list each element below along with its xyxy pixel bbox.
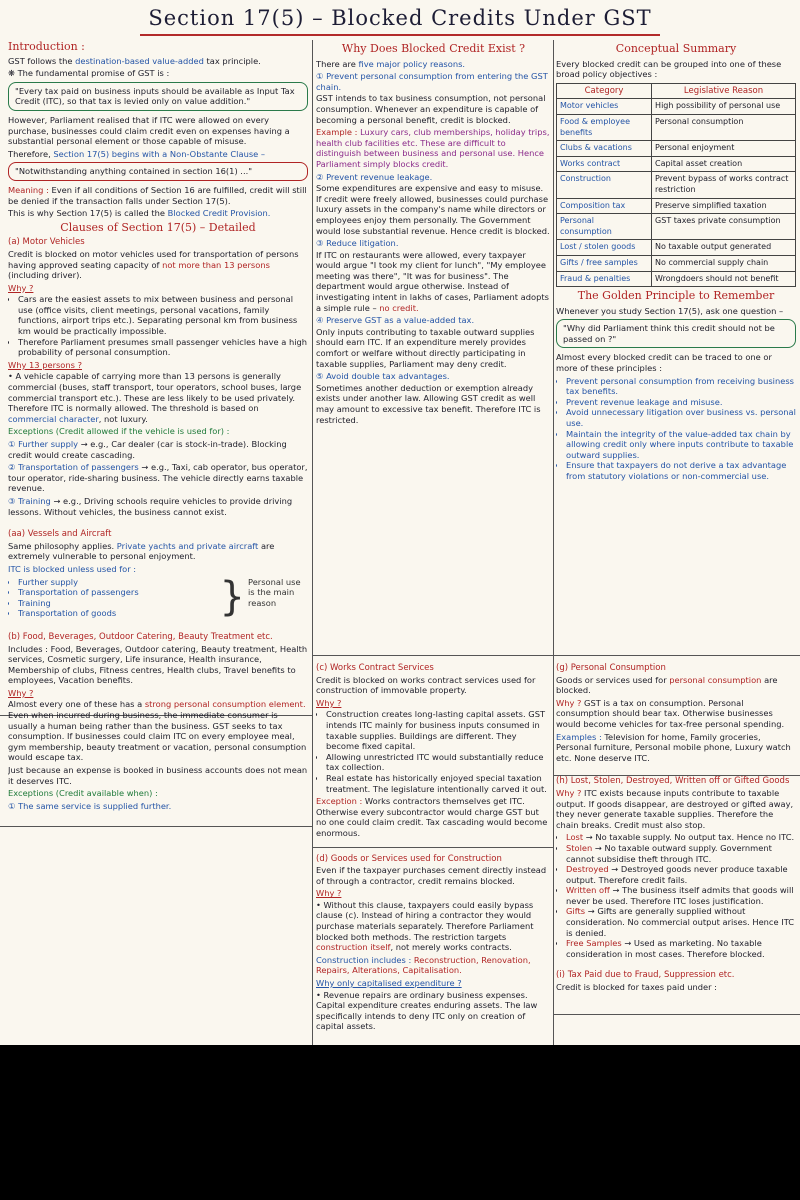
clause-d-includes xyxy=(316,955,551,976)
summary-reason-cell: No taxable output generated xyxy=(652,240,796,256)
example-label: Example : xyxy=(316,127,358,138)
clause-d-why-cap-label: Why only capitalised expenditure ? xyxy=(316,978,462,989)
clause-aa-item: • Transportation of passengers xyxy=(18,587,220,598)
clause-g-p1 xyxy=(556,675,796,696)
clause-c-list xyxy=(316,709,551,794)
clause-h-item xyxy=(566,832,796,843)
summary-row xyxy=(557,240,796,256)
intro-p1-pre: GST follows the xyxy=(8,55,76,66)
clause-a-why13-em: commercial character xyxy=(8,413,99,424)
clause-h-item xyxy=(566,864,796,885)
reason-3-title: ③ Reduce litigation. xyxy=(316,238,399,249)
clause-aa-itc-label: ITC is blocked unless used for : xyxy=(8,563,137,574)
clause-h-item xyxy=(566,885,796,906)
intro-p2: ❋ The fundamental promise of GST is : xyxy=(8,68,170,79)
clause-a-why13-pre: A vehicle capable of carrying more than 13 persons is generally commercial (buses, staff transport, tour operators, school buses, large commercial transport etc.). These are less likely to be used privately. Therefore ITC is normally allowed. The threshold is based on xyxy=(8,371,302,414)
intro-p5-em: Blocked Credit Provision. xyxy=(167,208,271,219)
clause-b-why-post: Even when incurred during business, the immediate consumer is usually a human being rather than the business. GST seeks to tax consumption. If businesses could claim ITC on every employee meal, gym membership, beauty treatment or vacation, personal consumption would escape tax. xyxy=(8,710,307,763)
meaning-text: Even if all conditions of Section 16 are fulfilled, credit will still be denied if the transaction falls under Section 17(5). xyxy=(8,184,307,206)
clause-c-exception xyxy=(316,796,551,838)
summary-row xyxy=(557,172,796,198)
clause-a-why-list xyxy=(8,294,308,358)
intro-quote2-box: "Notwithstanding anything contained in section 16(1) ..." xyxy=(8,162,308,181)
examples-text: Television for home, Family groceries, Personal furniture, Personal mobile phone, Luxury watch etc. None deserve ITC. xyxy=(556,731,791,763)
summary-reason-cell: Capital asset creation xyxy=(652,156,796,172)
left-column xyxy=(8,40,308,1040)
clause-a-why-item: • Therefore Parliament presumes small passenger vehicles have a high probability of personal consumption. xyxy=(18,337,308,358)
reason-3-text xyxy=(316,250,551,314)
inc-text: Reconstruction, Renovation, Repairs, Alterations, Capitalisation. xyxy=(316,954,531,976)
clause-a-exceptions-label xyxy=(8,426,308,437)
right-column xyxy=(556,40,796,655)
reason-3-body: If ITC on restaurants were allowed, every taxpayer would argue "I took my client for lunch", "My employee meeting was there", "It was for business". The department would argue otherwise. Instead of investigating intent in lakhs of cases, Parliament adopts a simple rule – xyxy=(316,249,549,313)
reason-4-title: ④ Preserve GST as a value-added tax. xyxy=(316,315,475,326)
intro-quote-box: "Every tax paid on business inputs should be available as Input Tax Credit (ITC), so that tax is levied only on value addition." xyxy=(8,82,308,111)
item-term: Lost xyxy=(566,832,584,843)
clause-b-why-pre: Almost every one of these has a xyxy=(8,699,145,710)
summary-intro: Every blocked credit can be grouped into one of these broad policy objectives : xyxy=(556,58,782,80)
item-term: Free Samples xyxy=(566,938,622,949)
clause-c-item: • Allowing unrestricted ITC would substantially reduce tax collection. xyxy=(326,752,551,773)
clause-aa-p1-pre: Same philosophy applies. xyxy=(8,540,117,551)
meaning-label: Meaning : xyxy=(8,184,49,195)
summary-row xyxy=(557,99,796,115)
clause-h-item xyxy=(566,938,796,959)
clause-b-exc-label xyxy=(8,788,308,799)
clause-a-p1-pre: Credit is blocked on motor vehicles used for transportation of persons having approved seating capacity of xyxy=(8,248,299,270)
clause-a-why13: • A vehicle capable of carrying more than 13 persons is generally commercial (buses, staff transport, tour operators, school buses, large commercial transport etc.). These are less likely to be used privately. Therefore ITC is normally allowed. The threshold is based on commercial character, not luxury. xyxy=(8,371,302,424)
item-term: Written off xyxy=(566,885,610,896)
clause-aa-list-wrap xyxy=(8,573,308,621)
golden-item: • Ensure that taxpayers do not derive a tax advantage from statutory violations or non-commercial use. xyxy=(566,460,796,481)
exc-label: Exceptions xyxy=(8,426,54,437)
exc-text: Works contractors themselves get ITC. Otherwise every subcontractor would charge GST but no one could claim credit. Tax cascading would become enormous. xyxy=(316,796,548,838)
exc-note: (Credit allowed if the vehicle is used for) : xyxy=(53,426,230,437)
summary-category-cell: Works contract xyxy=(557,156,652,172)
summary-row xyxy=(557,141,796,157)
clause-d-why-post: , not merely works contracts. xyxy=(390,942,512,953)
summary-col-category: Category xyxy=(557,83,652,99)
item-text: → The business itself admits that goods will never be used. Therefore ITC loses justification. xyxy=(566,885,794,906)
clause-aa-item: • Transportation of goods xyxy=(18,608,220,619)
summary-col-reason: Legislative Reason xyxy=(652,83,796,99)
clause-d-title: (d) Goods or Services used for Construction xyxy=(316,853,502,864)
golden-heading: The Golden Principle to Remember xyxy=(577,289,775,303)
summary-row xyxy=(557,255,796,271)
clause-a-why-item: • Cars are the easiest assets to mix between business and personal use (office visits, client meetings, personal vacations, family functions, airport trips etc.). Separating personal km from business km would be practically impossible. xyxy=(18,294,308,336)
clause-c-p1: Credit is blocked on works contract services used for construction of immovable property. xyxy=(316,674,536,696)
example-text: Luxury cars, club memberships, holiday trips, health club facilities etc. These are difficult to distinguish between business and personal use. Hence Parliament simply blocks credit. xyxy=(316,127,550,169)
clause-g-p1-pre: Goods or services used for xyxy=(556,674,670,685)
golden-quote-box: "Why did Parliament think this credit should not be passed on ?" xyxy=(556,319,796,348)
clause-a-p1-post: (including driver). xyxy=(8,270,82,281)
exception-text: → e.g., Car dealer (car is stock-in-trade). Blocking credit would create cascading. xyxy=(8,439,287,460)
summary-reason-cell: Prevent bypass of works contract restriction xyxy=(652,172,796,198)
why-text: ITC exists because inputs contribute to taxable output. If goods disappear, are destroyed or gifted away, they never generate taxable supplies. Therefore the chain breaks. Credit must also stop. xyxy=(556,787,794,830)
item-term: Gifts xyxy=(566,906,586,917)
summary-reason-cell: No commercial supply chain xyxy=(652,255,796,271)
middle-lower-column xyxy=(316,660,551,1042)
intro-p4-em: Section 17(5) begins with a Non-Obstante Clause – xyxy=(53,148,266,159)
golden-list xyxy=(556,376,796,482)
summary-table-body xyxy=(557,99,796,287)
golden-p2: Almost every blocked credit can be traced to one or more of these principles : xyxy=(556,352,772,374)
column-divider-1 xyxy=(312,40,313,1045)
item-text: → No taxable outward supply. Government cannot subsidise theft through ITC. xyxy=(566,842,772,864)
summary-row xyxy=(557,214,796,240)
clause-aa-p1-post: are extremely vulnerable to personal enjoyment. xyxy=(8,540,275,562)
clause-b-exc1: ① The same service is supplied further. xyxy=(8,800,172,811)
intro-p1-em: destination-based value-added xyxy=(75,55,204,66)
clause-d-why-pre: Without this clause, taxpayers could easily bypass clause (c). Instead of hiring a contractor they would purchase materials separately. Therefore Parliament blocked both methods. The restriction targets xyxy=(316,899,534,942)
intro-p4 xyxy=(8,149,308,160)
clause-h-item xyxy=(566,906,796,938)
column-divider-2 xyxy=(553,40,554,1045)
clause-aa-item: • Training xyxy=(18,598,220,609)
summary-row xyxy=(557,198,796,214)
summary-category-cell: Clubs & vacations xyxy=(557,141,652,157)
why-label: Why ? xyxy=(556,697,582,708)
exc-label: Exception : xyxy=(316,796,363,807)
item-text: → Gifts are generally supplied without consideration. No commercial output arises. Hence ITC is denied. xyxy=(566,906,795,938)
golden-item: • Avoid unnecessary litigation over business vs. personal use. xyxy=(566,407,796,428)
summary-reason-cell: Preserve simplified taxation xyxy=(652,198,796,214)
exc-label: Exceptions xyxy=(8,788,54,799)
summary-category-cell: Motor vehicles xyxy=(557,99,652,115)
item-text: → Used as marketing. No taxable consideration in most cases. Therefore blocked. xyxy=(566,938,765,959)
intro-p5-pre: This is why Section 17(5) is called the xyxy=(8,208,168,219)
clause-g-examples xyxy=(556,732,796,764)
clause-h-why xyxy=(556,788,796,830)
clause-b-why-label: Why ? xyxy=(8,687,34,698)
why-intro-em: five major policy reasons. xyxy=(358,58,466,69)
intro-p1-post: tax principle. xyxy=(203,55,261,66)
clause-d-why-cap: • Revenue repairs are ordinary business expenses. Capital expenditure creates enduring assets. The law specifically intends to deny ITC only on creation of capital assets. xyxy=(316,989,538,1032)
golden-intro: Whenever you study Section 17(5), ask one question – xyxy=(556,305,784,316)
intro-meaning xyxy=(8,185,308,206)
clause-aa-side-note: Personal use is the main reason xyxy=(248,576,301,608)
clause-a-p1-em: not more than 13 persons xyxy=(162,259,270,270)
clause-a-p1 xyxy=(8,249,308,281)
clause-aa-p1-em: Private yachts and private aircraft xyxy=(116,540,259,551)
summary-category-cell: Construction xyxy=(557,172,652,198)
summary-category-cell: Composition tax xyxy=(557,198,652,214)
reason-1-text: GST intends to tax business consumption, not personal consumption. Whenever an expenditure is capable of becoming a personal benefit, credit is blocked. xyxy=(316,93,546,125)
clause-i-title: (i) Tax Paid due to Fraud, Suppression etc. xyxy=(556,970,735,981)
summary-category-cell: Food & employee benefits xyxy=(557,114,652,140)
clause-aa-title: (aa) Vessels and Aircraft xyxy=(8,529,112,540)
why-block-intro xyxy=(316,59,551,70)
reason-2-text: Some expenditures are expensive and easy to misuse. If credit were freely allowed, businesses could purchase luxury assets in the company's name while directors or employees enjoy them personally. The Government would lose substantial revenue. Hence credit is blocked. xyxy=(316,183,550,236)
clause-a-why-label: Why ? xyxy=(8,282,34,293)
why-text: GST is a tax on consumption. Personal consumption should bear tax. Otherwise businesses would become vehicles for tax-free personal spending. xyxy=(556,697,785,729)
examples-label: Examples : xyxy=(556,731,602,742)
clause-a-exception xyxy=(8,496,308,517)
summary-category-cell: Gifts / free samples xyxy=(557,255,652,271)
summary-category-cell: Personal consumption xyxy=(557,214,652,240)
summary-heading: Conceptual Summary xyxy=(615,42,737,55)
intro-p5 xyxy=(8,208,308,219)
intro-p3: However, Parliament realised that if ITC were allowed on every purchase, businesses could claim credit even on expenses having a substantial personal element or those capable of misuse. xyxy=(8,114,290,147)
item-text: → Destroyed goods never produce taxable output. Therefore credit fails. xyxy=(566,864,788,885)
clause-g-title: (g) Personal Consumption xyxy=(556,663,666,673)
why-label: Why ? xyxy=(556,787,582,798)
clause-b-why xyxy=(8,699,308,763)
clause-aa-p1 xyxy=(8,541,308,562)
clause-d-p1: Even if the taxpayer purchases cement directly instead of through a contractor, credit remains blocked. xyxy=(316,865,547,886)
clause-d-why-cap-text: Revenue repairs are ordinary business expenses. Capital expenditure creates enduring assets. The law specifically intends to deny ITC only on creation of capital assets. xyxy=(316,989,538,1032)
summary-reason-cell: High possibility of personal use xyxy=(652,99,796,115)
clause-aa-item: • Further supply xyxy=(18,577,220,588)
clause-b-title: (b) Food, Beverages, Outdoor Catering, Beauty Treatment etc. xyxy=(8,631,273,642)
summary-reason-cell: Personal enjoyment xyxy=(652,141,796,157)
page-title: Section 17(5) – Blocked Credits Under GST xyxy=(148,6,652,30)
clause-d-why: • Without this clause, taxpayers could easily bypass clause (c). Instead of hiring a contractor they would purchase materials separately. Therefore Parliament blocked both methods. The restriction targets construction itself, not merely works contracts. xyxy=(316,899,534,953)
clause-g-why xyxy=(556,698,796,730)
clause-d-why-em: construction itself xyxy=(316,942,391,953)
inc-label: Construction includes : xyxy=(316,954,412,965)
clause-b-includes: Includes : Food, Beverages, Outdoor catering, Beauty treatment, Health services, Cosmetic surgery, Life insurance, Health insurance, Membership of clubs, Fitness centres, Health clubs, Travel benefits to employees, Vacation benefits. xyxy=(8,643,308,686)
clause-c-title: (c) Works Contract Services xyxy=(316,663,434,673)
summary-category-cell: Fraud & penalties xyxy=(557,271,652,287)
clause-a-exception xyxy=(8,439,308,460)
intro-p4-pre: Therefore, xyxy=(8,148,54,159)
exception-title: ② Transportation of passengers xyxy=(8,462,139,473)
intro-heading: Introduction : xyxy=(8,40,85,53)
clause-g-p1-post: are blocked. xyxy=(556,674,778,696)
exception-text: → e.g., Driving schools require vehicles to provide driving lessons. Without vehicles, the business cannot exist. xyxy=(8,495,293,517)
summary-row xyxy=(557,156,796,172)
item-text: → No taxable supply. No output tax. Hence no ITC. xyxy=(583,832,795,843)
clause-c-why-label: Why ? xyxy=(316,697,342,708)
golden-item: • Maintain the integrity of the value-added tax chain by allowing credit only where inputs contribute to taxable outward supplies. xyxy=(566,429,796,461)
exception-title: ③ Training xyxy=(8,495,51,506)
reason-3-em: no credit. xyxy=(379,302,419,313)
clauses-heading: Clauses of Section 17(5) – Detailed xyxy=(60,220,256,234)
summary-table-header xyxy=(557,83,796,99)
clause-a-why13-label: Why 13 persons ? xyxy=(8,359,83,370)
clause-b-why-em: strong personal consumption element. xyxy=(144,699,306,710)
golden-item: • Prevent personal consumption from receiving business tax benefits. xyxy=(566,376,796,397)
why-block-heading: Why Does Blocked Credit Exist ? xyxy=(341,42,526,55)
summary-reason-cell: Wrongdoers should not benefit xyxy=(652,271,796,287)
intro-p1 xyxy=(8,56,308,67)
golden-item: • Prevent revenue leakage and misuse. xyxy=(566,397,796,408)
clause-i-p1: Credit is blocked for taxes paid under : xyxy=(556,982,717,993)
clause-h-item xyxy=(566,843,796,864)
summary-row xyxy=(557,114,796,140)
clause-h-list xyxy=(556,832,796,959)
clause-d-why-label: Why ? xyxy=(316,888,342,899)
clause-a-title: (a) Motor Vehicles xyxy=(8,237,85,248)
clause-c-item: • Construction creates long-lasting capital assets. GST intends ITC mainly for business inputs consumed in taxable supplies. Buildings are different. They become fixed capital. xyxy=(326,709,551,751)
clause-a-why13-post: , not luxury. xyxy=(98,413,148,424)
clause-g-p1-em: personal consumption xyxy=(669,674,762,685)
exc-note: (Credit available when) : xyxy=(53,788,158,799)
item-term: Destroyed xyxy=(566,864,609,875)
summary-reason-cell: Personal consumption xyxy=(652,114,796,140)
clause-aa-list xyxy=(8,577,220,619)
clause-c-item: • Real estate has historically enjoyed special taxation treatment. The legislature intentionally carved it out. xyxy=(326,773,551,794)
reason-5-title: ⑤ Avoid double tax advantages. xyxy=(316,371,450,382)
right-lower-column xyxy=(556,660,796,1042)
reason-5-text: Sometimes another deduction or exemption already exists under another law. Allowing GST credit as well may amount to excessive tax benefit. Therefore ITC is restricted. xyxy=(316,382,541,425)
why-intro-pre: There are xyxy=(316,58,359,69)
item-term: Stolen xyxy=(566,842,593,853)
exception-text: → e.g., Taxi, cab operator, bus operator, tour operator, ride-sharing business. The vehicle directly earns taxable revenue. xyxy=(8,462,308,494)
title-underline xyxy=(140,34,660,36)
clause-h-title: (h) Lost, Stolen, Destroyed, Written off or Gifted Goods xyxy=(556,776,790,787)
summary-table xyxy=(556,83,796,287)
reason-4-text: Only inputs contributing to taxable outward supplies should earn ITC. If an expenditure merely provides comfort or welfare without directly participating in taxable supplies, Parliament may deny credit. xyxy=(316,326,535,369)
clause-a-exception xyxy=(8,462,308,494)
middle-column xyxy=(316,40,551,665)
reason-1-title: ① Prevent personal consumption from entering the GST chain. xyxy=(316,71,548,92)
reason-1-example xyxy=(316,127,551,169)
summary-category-cell: Lost / stolen goods xyxy=(557,240,652,256)
summary-row xyxy=(557,271,796,287)
clause-b-why-last: Just because an expense is booked in business accounts does not mean it deserves ITC. xyxy=(8,765,308,786)
reason-2-title: ② Prevent revenue leakage. xyxy=(316,171,433,182)
brace-icon: } xyxy=(219,573,245,620)
exception-title: ① Further supply xyxy=(8,439,79,449)
summary-reason-cell: GST taxes private consumption xyxy=(652,214,796,240)
